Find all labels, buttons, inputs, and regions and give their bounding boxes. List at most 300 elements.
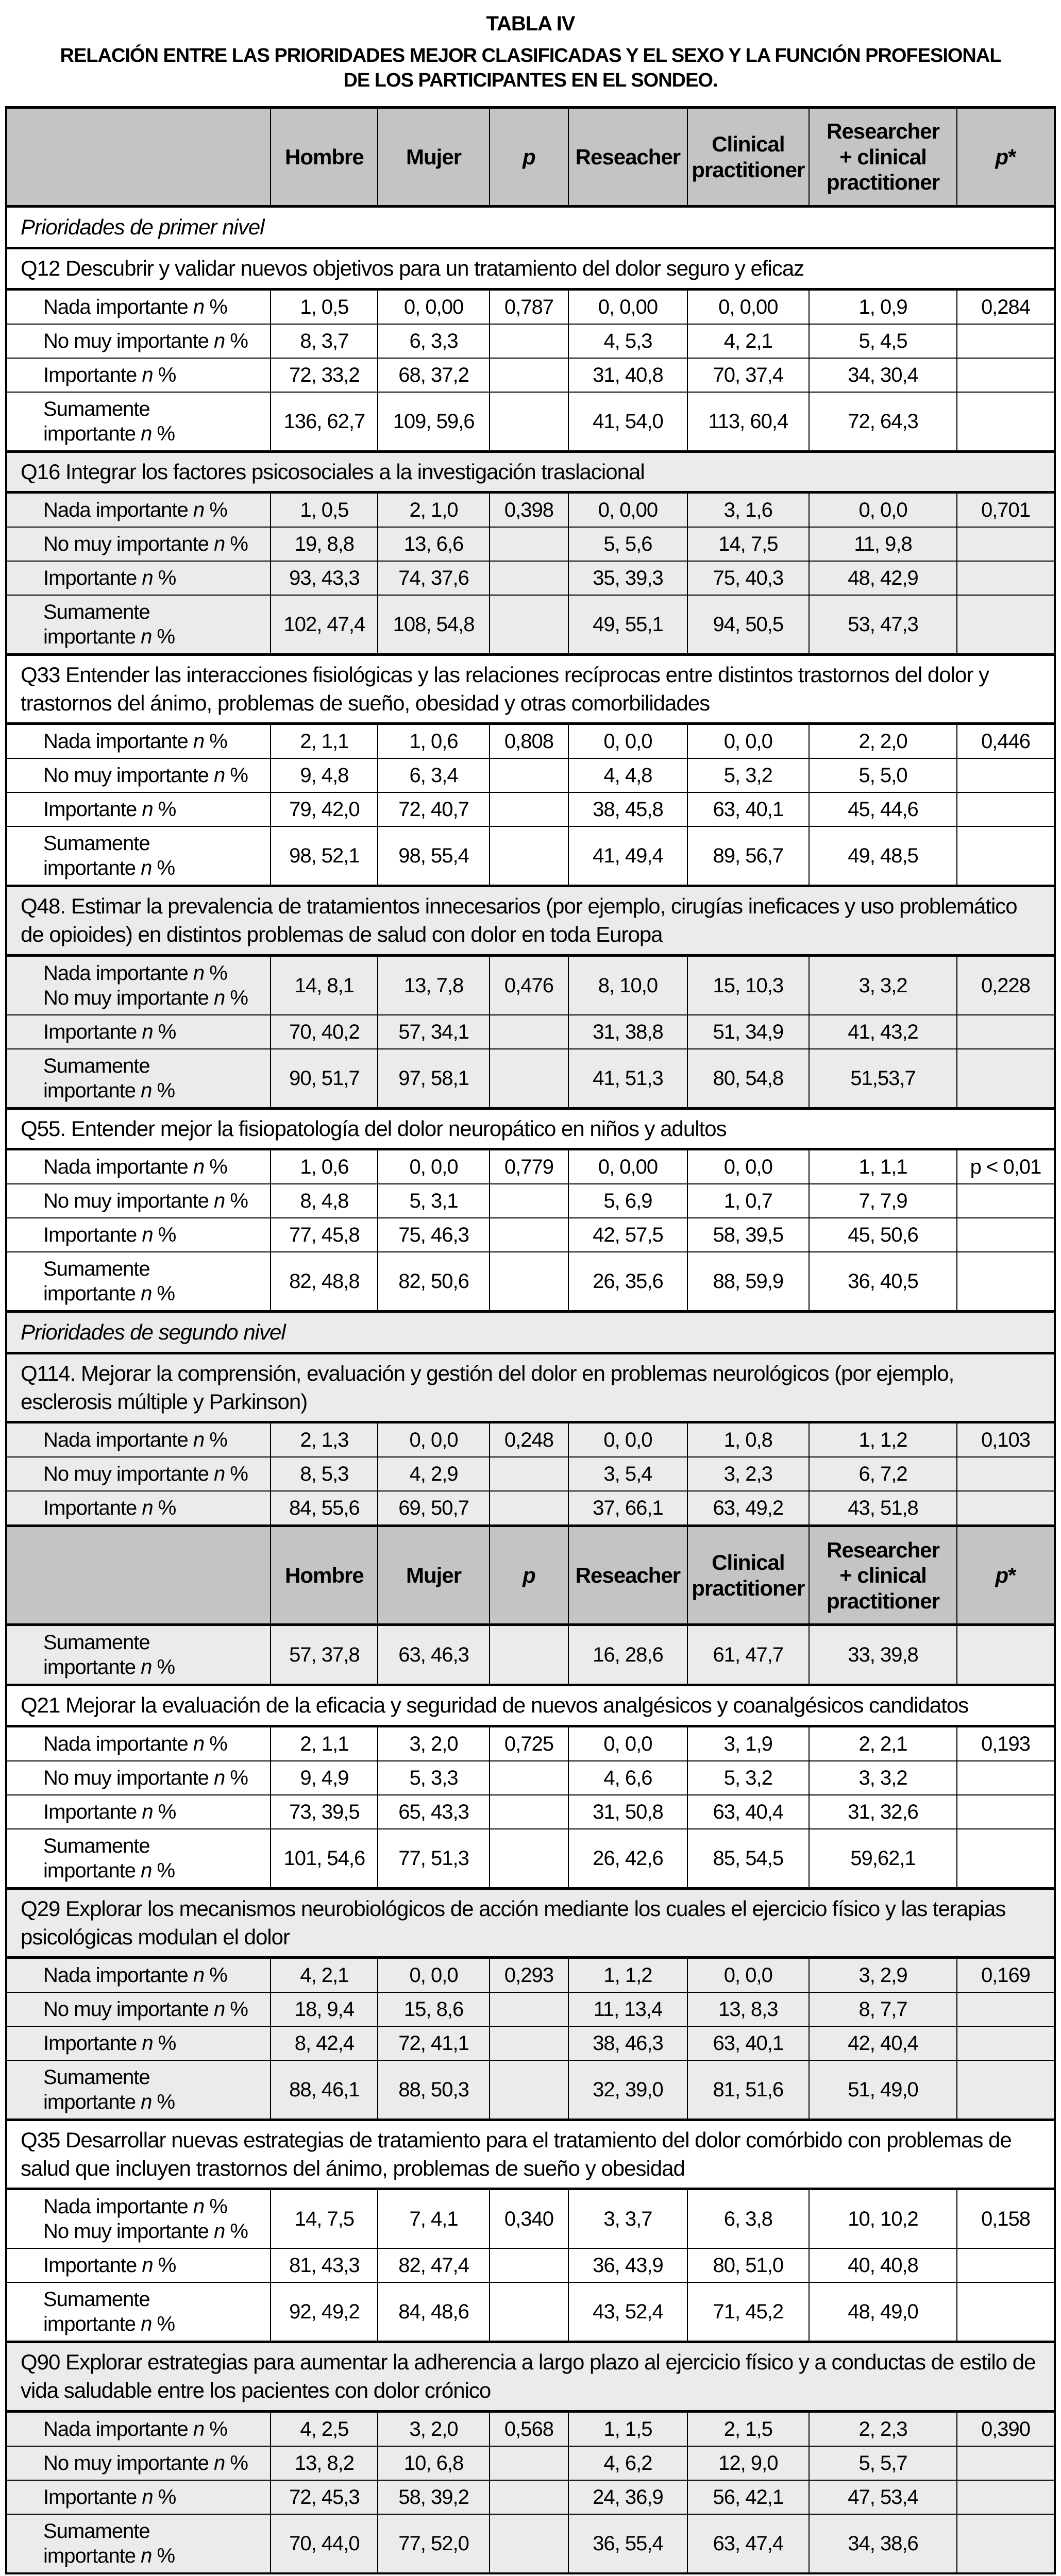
value-cell: 70, 44,0 bbox=[271, 2514, 378, 2573]
row-label: Importante n % bbox=[6, 1218, 271, 1252]
row-label: Importante n % bbox=[6, 358, 271, 392]
value-cell: 79, 42,0 bbox=[271, 792, 378, 826]
p-value-cell bbox=[490, 527, 569, 561]
value-cell: 4, 6,6 bbox=[568, 1761, 687, 1795]
value-cell: 32, 39,0 bbox=[568, 2060, 687, 2120]
question-title: Q35 Desarrollar nuevas estrategias de tratamiento para el tratamiento del dolor comórbido con problemas de salud que incluyen trastornos del ánimo, problemas de sueño y obesidad bbox=[6, 2120, 1055, 2189]
value-cell: 5, 5,0 bbox=[809, 758, 957, 792]
question-title: Q114. Mejorar la comprensión, evaluación y gestión del dolor en problemas neurológicos (por ejemplo, esclerosis múltiple y Parkinson) bbox=[6, 1353, 1055, 1422]
value-cell: 1, 1,1 bbox=[809, 1149, 957, 1184]
table-row bbox=[6, 1795, 1055, 1829]
p-star-value-cell: 0,446 bbox=[957, 724, 1055, 759]
value-cell: 43, 52,4 bbox=[568, 2282, 687, 2342]
value-cell: 3, 2,3 bbox=[687, 1457, 809, 1491]
p-value-cell bbox=[490, 1625, 569, 1685]
value-cell: 6, 3,3 bbox=[378, 324, 489, 358]
table-row bbox=[6, 792, 1055, 826]
value-cell: 0, 0,0 bbox=[687, 1958, 809, 1993]
question-title-row bbox=[6, 1353, 1055, 1422]
value-cell: 34, 30,4 bbox=[809, 358, 957, 392]
p-value-cell bbox=[490, 826, 569, 886]
table-caption-line2: DE LOS PARTICIPANTES EN EL SONDEO. bbox=[343, 69, 718, 91]
table-row bbox=[6, 2446, 1055, 2480]
table-row bbox=[6, 2026, 1055, 2060]
row-label: Nada importante n % bbox=[6, 724, 271, 759]
p-value-cell: 0,248 bbox=[490, 1422, 569, 1458]
table-row bbox=[6, 1422, 1055, 1458]
question-title: Q90 Explorar estrategias para aumentar la adherencia a largo plazo al ejercicio físico y a conductas de estilo de vida saludable entre los pacientes con dolor crónico bbox=[6, 2342, 1055, 2411]
table-title-block bbox=[0, 0, 1061, 93]
value-cell: 82, 48,8 bbox=[271, 1252, 378, 1312]
value-cell: 63, 40,1 bbox=[687, 792, 809, 826]
column-header-reseacher: Reseacher bbox=[568, 108, 687, 207]
value-cell: 4, 2,5 bbox=[271, 2411, 378, 2446]
question-title-row bbox=[6, 248, 1055, 290]
row-label: Nada importante n % No muy importante n % bbox=[6, 955, 271, 1015]
column-header-p: p bbox=[490, 108, 569, 207]
value-cell: 108, 54,8 bbox=[378, 595, 489, 655]
value-cell: 31, 40,8 bbox=[568, 358, 687, 392]
value-cell: 113, 60,4 bbox=[687, 392, 809, 452]
p-star-value-cell: 0,284 bbox=[957, 289, 1055, 324]
table-row bbox=[6, 758, 1055, 792]
value-cell: 88, 50,3 bbox=[378, 2060, 489, 2120]
value-cell: 97, 58,1 bbox=[378, 1049, 489, 1109]
value-cell: 77, 45,8 bbox=[271, 1218, 378, 1252]
p-star-value-cell bbox=[957, 595, 1055, 655]
row-label: No muy importante n % bbox=[6, 758, 271, 792]
value-cell: 81, 51,6 bbox=[687, 2060, 809, 2120]
question-title-row bbox=[6, 886, 1055, 955]
value-cell: 51,53,7 bbox=[809, 1049, 957, 1109]
table-row bbox=[6, 826, 1055, 886]
value-cell: 73, 39,5 bbox=[271, 1795, 378, 1829]
p-value-cell: 0,293 bbox=[490, 1958, 569, 1993]
p-star-value-cell: 0,193 bbox=[957, 1726, 1055, 1761]
row-label: Importante n % bbox=[6, 2480, 271, 2514]
value-cell: 72, 64,3 bbox=[809, 392, 957, 452]
column-header-mujer: Mujer bbox=[378, 1526, 489, 1625]
p-star-value-cell bbox=[957, 1795, 1055, 1829]
value-cell: 6, 3,8 bbox=[687, 2189, 809, 2249]
p-star-value-cell bbox=[957, 1992, 1055, 2026]
value-cell: 34, 38,6 bbox=[809, 2514, 957, 2573]
row-label: Sumamente importante n % bbox=[6, 2060, 271, 2120]
value-cell: 77, 51,3 bbox=[378, 1829, 489, 1889]
value-cell: 36, 43,9 bbox=[568, 2248, 687, 2282]
row-label: No muy importante n % bbox=[6, 1457, 271, 1491]
p-star-value-cell bbox=[957, 2060, 1055, 2120]
value-cell: 94, 50,5 bbox=[687, 595, 809, 655]
table-row bbox=[6, 1218, 1055, 1252]
p-value-cell bbox=[490, 561, 569, 595]
p-star-value-cell bbox=[957, 1184, 1055, 1218]
value-cell: 0, 0,0 bbox=[378, 1422, 489, 1458]
row-label: Sumamente importante n % bbox=[6, 2514, 271, 2573]
p-value-cell bbox=[490, 2026, 569, 2060]
section-title: Prioridades de segundo nivel bbox=[6, 1312, 1055, 1353]
p-star-value-cell bbox=[957, 358, 1055, 392]
value-cell: 41, 43,2 bbox=[809, 1015, 957, 1049]
value-cell: 3, 2,0 bbox=[378, 1726, 489, 1761]
value-cell: 72, 40,7 bbox=[378, 792, 489, 826]
row-label: No muy importante n % bbox=[6, 2446, 271, 2480]
section-title-row bbox=[6, 1312, 1055, 1353]
p-value-cell bbox=[490, 2282, 569, 2342]
value-cell: 56, 42,1 bbox=[687, 2480, 809, 2514]
value-cell: 88, 46,1 bbox=[271, 2060, 378, 2120]
value-cell: 71, 45,2 bbox=[687, 2282, 809, 2342]
table-row bbox=[6, 1992, 1055, 2026]
value-cell: 65, 43,3 bbox=[378, 1795, 489, 1829]
row-label: No muy importante n % bbox=[6, 1761, 271, 1795]
value-cell: 84, 55,6 bbox=[271, 1491, 378, 1526]
row-label: Importante n % bbox=[6, 2248, 271, 2282]
row-label: No muy importante n % bbox=[6, 1992, 271, 2026]
row-label: No muy importante n % bbox=[6, 527, 271, 561]
value-cell: 80, 51,0 bbox=[687, 2248, 809, 2282]
value-cell: 9, 4,8 bbox=[271, 758, 378, 792]
row-label: Sumamente importante n % bbox=[6, 1625, 271, 1685]
value-cell: 42, 40,4 bbox=[809, 2026, 957, 2060]
value-cell: 5, 3,1 bbox=[378, 1184, 489, 1218]
p-value-cell bbox=[490, 1218, 569, 1252]
p-star-value-cell bbox=[957, 792, 1055, 826]
p-value-cell bbox=[490, 758, 569, 792]
value-cell: 8, 5,3 bbox=[271, 1457, 378, 1491]
value-cell: 3, 3,2 bbox=[809, 1761, 957, 1795]
row-label: Sumamente importante n % bbox=[6, 1049, 271, 1109]
value-cell: 0, 0,0 bbox=[687, 724, 809, 759]
table-row bbox=[6, 358, 1055, 392]
value-cell: 74, 37,6 bbox=[378, 561, 489, 595]
value-cell: 5, 3,3 bbox=[378, 1761, 489, 1795]
p-star-value-cell bbox=[957, 1625, 1055, 1685]
p-value-cell bbox=[490, 1252, 569, 1312]
value-cell: 0, 0,00 bbox=[568, 289, 687, 324]
value-cell: 5, 6,9 bbox=[568, 1184, 687, 1218]
value-cell: 36, 40,5 bbox=[809, 1252, 957, 1312]
value-cell: 5, 5,6 bbox=[568, 527, 687, 561]
table-row bbox=[6, 724, 1055, 759]
p-star-value-cell bbox=[957, 2248, 1055, 2282]
value-cell: 4, 5,3 bbox=[568, 324, 687, 358]
row-label: Sumamente importante n % bbox=[6, 1829, 271, 1889]
value-cell: 3, 1,6 bbox=[687, 493, 809, 528]
question-title-row bbox=[6, 1888, 1055, 1957]
column-header-hombre: Hombre bbox=[271, 108, 378, 207]
p-value-cell bbox=[490, 1829, 569, 1889]
value-cell: 0, 0,00 bbox=[687, 289, 809, 324]
value-cell: 11, 13,4 bbox=[568, 1992, 687, 2026]
value-cell: 48, 49,0 bbox=[809, 2282, 957, 2342]
value-cell: 1, 0,5 bbox=[271, 493, 378, 528]
value-cell: 88, 59,9 bbox=[687, 1252, 809, 1312]
table-row bbox=[6, 2248, 1055, 2282]
p-star-value-cell bbox=[957, 1491, 1055, 1526]
column-header-clinical-practitioner: Clinical practitioner bbox=[687, 108, 809, 207]
value-cell: 4, 6,2 bbox=[568, 2446, 687, 2480]
p-value-cell bbox=[490, 358, 569, 392]
value-cell: 63, 40,4 bbox=[687, 1795, 809, 1829]
row-label: Nada importante n % bbox=[6, 2411, 271, 2446]
value-cell: 80, 54,8 bbox=[687, 1049, 809, 1109]
value-cell: 10, 10,2 bbox=[809, 2189, 957, 2249]
table-row bbox=[6, 1015, 1055, 1049]
value-cell: 1, 1,2 bbox=[809, 1422, 957, 1458]
value-cell: 2, 1,1 bbox=[271, 1726, 378, 1761]
value-cell: 13, 7,8 bbox=[378, 955, 489, 1015]
p-value-cell bbox=[490, 392, 569, 452]
value-cell: 4, 2,1 bbox=[271, 1958, 378, 1993]
p-star-value-cell: 0,228 bbox=[957, 955, 1055, 1015]
p-value-cell bbox=[490, 2248, 569, 2282]
value-cell: 57, 34,1 bbox=[378, 1015, 489, 1049]
value-cell: 49, 55,1 bbox=[568, 595, 687, 655]
value-cell: 1, 0,6 bbox=[378, 724, 489, 759]
value-cell: 2, 2,1 bbox=[809, 1726, 957, 1761]
value-cell: 42, 57,5 bbox=[568, 1218, 687, 1252]
p-value-cell bbox=[490, 2514, 569, 2573]
value-cell: 3, 2,0 bbox=[378, 2411, 489, 2446]
value-cell: 0, 0,0 bbox=[687, 1149, 809, 1184]
value-cell: 3, 5,4 bbox=[568, 1457, 687, 1491]
table-row bbox=[6, 2282, 1055, 2342]
table-row bbox=[6, 1625, 1055, 1685]
column-header-hombre: Hombre bbox=[271, 1526, 378, 1625]
p-star-value-cell bbox=[957, 561, 1055, 595]
row-label: Nada importante n % bbox=[6, 289, 271, 324]
table-row bbox=[6, 1761, 1055, 1795]
value-cell: 82, 50,6 bbox=[378, 1252, 489, 1312]
value-cell: 8, 3,7 bbox=[271, 324, 378, 358]
value-cell: 0, 0,0 bbox=[568, 1726, 687, 1761]
p-star-value-cell bbox=[957, 1761, 1055, 1795]
value-cell: 63, 40,1 bbox=[687, 2026, 809, 2060]
value-cell: 24, 36,9 bbox=[568, 2480, 687, 2514]
p-value-cell: 0,568 bbox=[490, 2411, 569, 2446]
row-label: Sumamente importante n % bbox=[6, 595, 271, 655]
p-value-cell bbox=[490, 1015, 569, 1049]
column-header-p-star: p* bbox=[957, 108, 1055, 207]
value-cell: 13, 6,6 bbox=[378, 527, 489, 561]
column-header-researcher-clinical-practitioner: Researcher + clinical practitioner bbox=[809, 108, 957, 207]
p-star-value-cell bbox=[957, 527, 1055, 561]
table-row bbox=[6, 1829, 1055, 1889]
table-row bbox=[6, 289, 1055, 324]
p-star-value-cell bbox=[957, 2446, 1055, 2480]
p-star-value-cell bbox=[957, 826, 1055, 886]
question-title: Q21 Mejorar la evaluación de la eficacia y seguridad de nuevos analgésicos y coanalgésicos candidatos bbox=[6, 1685, 1055, 1726]
value-cell: 82, 47,4 bbox=[378, 2248, 489, 2282]
p-star-value-cell bbox=[957, 324, 1055, 358]
row-label: Importante n % bbox=[6, 1795, 271, 1829]
value-cell: 37, 66,1 bbox=[568, 1491, 687, 1526]
value-cell: 72, 33,2 bbox=[271, 358, 378, 392]
p-star-value-cell bbox=[957, 2282, 1055, 2342]
table-caption-line1: RELACIÓN ENTRE LAS PRIORIDADES MEJOR CLASIFICADAS Y EL SEXO Y LA FUNCIÓN PROFESIONAL bbox=[60, 45, 1001, 66]
value-cell: 7, 7,9 bbox=[809, 1184, 957, 1218]
value-cell: 3, 3,7 bbox=[568, 2189, 687, 2249]
value-cell: 84, 48,6 bbox=[378, 2282, 489, 2342]
p-value-cell bbox=[490, 1992, 569, 2026]
value-cell: 14, 8,1 bbox=[271, 955, 378, 1015]
table-row bbox=[6, 955, 1055, 1015]
value-cell: 4, 2,9 bbox=[378, 1457, 489, 1491]
value-cell: 0, 0,0 bbox=[568, 1422, 687, 1458]
value-cell: 63, 47,4 bbox=[687, 2514, 809, 2573]
value-cell: 1, 0,7 bbox=[687, 1184, 809, 1218]
table-number: TABLA IV bbox=[486, 12, 575, 35]
p-value-cell: 0,787 bbox=[490, 289, 569, 324]
value-cell: 8, 4,8 bbox=[271, 1184, 378, 1218]
value-cell: 98, 55,4 bbox=[378, 826, 489, 886]
question-title-row bbox=[6, 451, 1055, 493]
value-cell: 70, 37,4 bbox=[687, 358, 809, 392]
value-cell: 63, 49,2 bbox=[687, 1491, 809, 1526]
value-cell: 31, 38,8 bbox=[568, 1015, 687, 1049]
value-cell: 98, 52,1 bbox=[271, 826, 378, 886]
value-cell: 53, 47,3 bbox=[809, 595, 957, 655]
value-cell: 1, 0,5 bbox=[271, 289, 378, 324]
section-title: Prioridades de primer nivel bbox=[6, 207, 1055, 248]
row-label: No muy importante n % bbox=[6, 324, 271, 358]
table-row bbox=[6, 527, 1055, 561]
row-label: Nada importante n % bbox=[6, 1726, 271, 1761]
value-cell: 75, 40,3 bbox=[687, 561, 809, 595]
value-cell: 6, 3,4 bbox=[378, 758, 489, 792]
p-star-value-cell bbox=[957, 2480, 1055, 2514]
column-header-empty bbox=[6, 108, 271, 207]
row-label: Importante n % bbox=[6, 1491, 271, 1526]
value-cell: 35, 39,3 bbox=[568, 561, 687, 595]
question-title: Q16 Integrar los factores psicosociales a la investigación traslacional bbox=[6, 451, 1055, 493]
value-cell: 47, 53,4 bbox=[809, 2480, 957, 2514]
value-cell: 45, 44,6 bbox=[809, 792, 957, 826]
value-cell: 57, 37,8 bbox=[271, 1625, 378, 1685]
value-cell: 8, 42,4 bbox=[271, 2026, 378, 2060]
value-cell: 48, 42,9 bbox=[809, 561, 957, 595]
value-cell: 101, 54,6 bbox=[271, 1829, 378, 1889]
value-cell: 92, 49,2 bbox=[271, 2282, 378, 2342]
value-cell: 31, 50,8 bbox=[568, 1795, 687, 1829]
value-cell: 3, 2,9 bbox=[809, 1958, 957, 1993]
results-table bbox=[5, 106, 1056, 2574]
value-cell: 5, 3,2 bbox=[687, 1761, 809, 1795]
value-cell: 7, 4,1 bbox=[378, 2189, 489, 2249]
value-cell: 109, 59,6 bbox=[378, 392, 489, 452]
value-cell: 26, 42,6 bbox=[568, 1829, 687, 1889]
value-cell: 8, 10,0 bbox=[568, 955, 687, 1015]
value-cell: 0, 0,00 bbox=[568, 493, 687, 528]
value-cell: 2, 2,3 bbox=[809, 2411, 957, 2446]
question-title: Q29 Explorar los mecanismos neurobiológicos de acción mediante los cuales el ejercicio físico y las terapias psicológicas modulan el dolor bbox=[6, 1888, 1055, 1957]
column-header-p: p bbox=[490, 1526, 569, 1625]
p-value-cell bbox=[490, 2060, 569, 2120]
value-cell: 0, 0,0 bbox=[378, 1958, 489, 1993]
value-cell: 136, 62,7 bbox=[271, 392, 378, 452]
value-cell: 51, 34,9 bbox=[687, 1015, 809, 1049]
question-title-row bbox=[6, 1108, 1055, 1149]
value-cell: 2, 1,0 bbox=[378, 493, 489, 528]
value-cell: 4, 2,1 bbox=[687, 324, 809, 358]
p-star-value-cell bbox=[957, 2514, 1055, 2573]
table-row bbox=[6, 1726, 1055, 1761]
value-cell: 41, 54,0 bbox=[568, 392, 687, 452]
column-header-researcher-clinical-practitioner: Researcher + clinical practitioner bbox=[809, 1526, 957, 1625]
value-cell: 69, 50,7 bbox=[378, 1491, 489, 1526]
value-cell: 36, 55,4 bbox=[568, 2514, 687, 2573]
row-label: Nada importante n % bbox=[6, 1422, 271, 1458]
value-cell: 15, 10,3 bbox=[687, 955, 809, 1015]
value-cell: 26, 35,6 bbox=[568, 1252, 687, 1312]
row-label: Nada importante n % bbox=[6, 493, 271, 528]
question-title-row bbox=[6, 1685, 1055, 1726]
section-title-row bbox=[6, 207, 1055, 248]
value-cell: 61, 47,7 bbox=[687, 1625, 809, 1685]
table-row bbox=[6, 493, 1055, 528]
p-star-value-cell bbox=[957, 1218, 1055, 1252]
row-label: Nada importante n % bbox=[6, 1958, 271, 1993]
question-title: Q55. Entender mejor la fisiopatología del dolor neuropático en niños y adultos bbox=[6, 1108, 1055, 1149]
p-value-cell: 0,398 bbox=[490, 493, 569, 528]
value-cell: 16, 28,6 bbox=[568, 1625, 687, 1685]
p-value-cell bbox=[490, 1184, 569, 1218]
question-title-row bbox=[6, 2342, 1055, 2411]
value-cell: 9, 4,9 bbox=[271, 1761, 378, 1795]
p-star-value-cell bbox=[957, 1457, 1055, 1491]
value-cell: 102, 47,4 bbox=[271, 595, 378, 655]
row-label: Sumamente importante n % bbox=[6, 392, 271, 452]
value-cell: 2, 1,3 bbox=[271, 1422, 378, 1458]
value-cell: 68, 37,2 bbox=[378, 358, 489, 392]
value-cell: 8, 7,7 bbox=[809, 1992, 957, 2026]
p-value-cell bbox=[490, 1457, 569, 1491]
header-row bbox=[6, 1526, 1055, 1625]
value-cell: 58, 39,5 bbox=[687, 1218, 809, 1252]
table-row bbox=[6, 2189, 1055, 2249]
value-cell: 14, 7,5 bbox=[271, 2189, 378, 2249]
question-title: Q33 Entender las interacciones fisiológicas y las relaciones recíprocas entre distintos trastornos del dolor y trastornos del ánimo, problemas de sueño, obesidad y otras comorbilidades bbox=[6, 655, 1055, 724]
row-label: Sumamente importante n % bbox=[6, 2282, 271, 2342]
value-cell: 14, 7,5 bbox=[687, 527, 809, 561]
p-value-cell bbox=[490, 2480, 569, 2514]
value-cell: 31, 32,6 bbox=[809, 1795, 957, 1829]
p-star-value-cell: 0,390 bbox=[957, 2411, 1055, 2446]
value-cell: 43, 51,8 bbox=[809, 1491, 957, 1526]
value-cell: 85, 54,5 bbox=[687, 1829, 809, 1889]
column-header-reseacher: Reseacher bbox=[568, 1526, 687, 1625]
p-value-cell bbox=[490, 324, 569, 358]
value-cell: 72, 45,3 bbox=[271, 2480, 378, 2514]
value-cell: 93, 43,3 bbox=[271, 561, 378, 595]
row-label: Sumamente importante n % bbox=[6, 826, 271, 886]
p-value-cell: 0,808 bbox=[490, 724, 569, 759]
value-cell: 2, 2,0 bbox=[809, 724, 957, 759]
header-row bbox=[6, 108, 1055, 207]
table-row bbox=[6, 392, 1055, 452]
p-star-value-cell bbox=[957, 2026, 1055, 2060]
value-cell: 5, 4,5 bbox=[809, 324, 957, 358]
table-row bbox=[6, 1149, 1055, 1184]
value-cell: 12, 9,0 bbox=[687, 2446, 809, 2480]
value-cell: 51, 49,0 bbox=[809, 2060, 957, 2120]
column-header-mujer: Mujer bbox=[378, 108, 489, 207]
p-value-cell bbox=[490, 1491, 569, 1526]
value-cell: 3, 1,9 bbox=[687, 1726, 809, 1761]
p-value-cell bbox=[490, 2446, 569, 2480]
p-value-cell bbox=[490, 1761, 569, 1795]
